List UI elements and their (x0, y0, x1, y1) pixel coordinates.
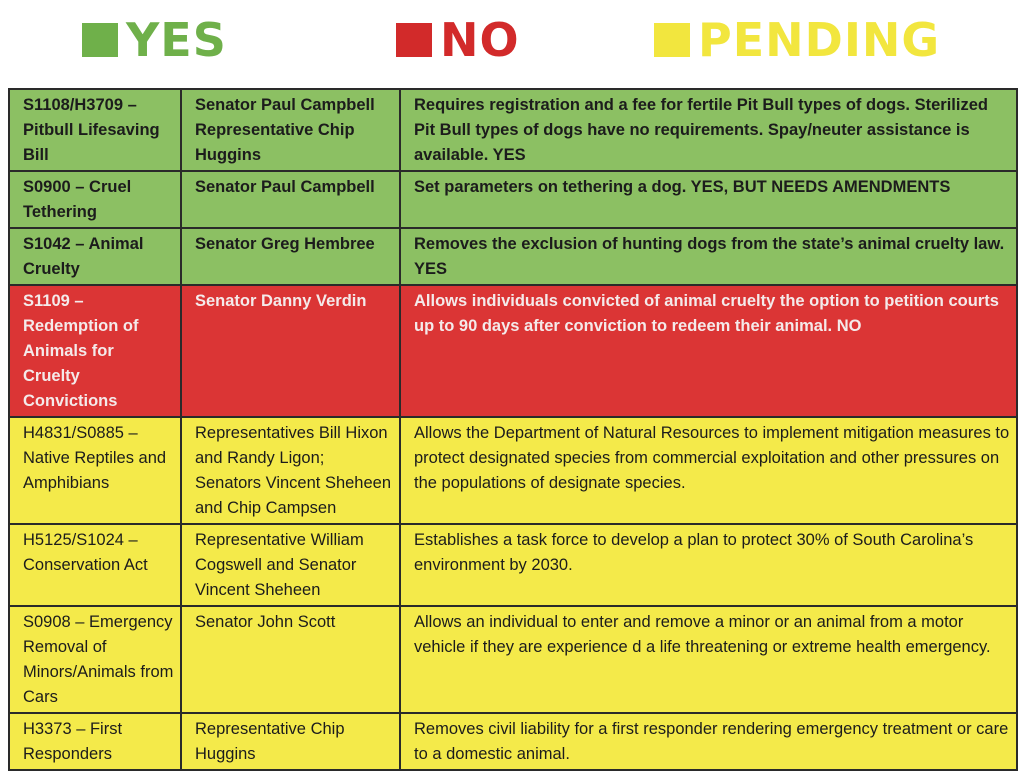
table-row (9, 285, 1017, 417)
table-row (9, 524, 1017, 606)
description-cell: Requires registration and a fee for fertile Pit Bull types of dogs. Sterilized Pit Bull types of dogs have no requirements. Spay/neuter assistance is available. YES (400, 89, 1017, 171)
bill-cell: S0908 – Emergency Removal of Minors/Animals from Cars (9, 606, 181, 713)
sponsor-cell: Representative Chip Huggins (181, 713, 400, 770)
bill-cell: S1042 – Animal Cruelty (9, 228, 181, 285)
description-cell: Allows individuals convicted of animal cruelty the option to petition courts up to 90 days after conviction to redeem their animal. NO (400, 285, 1017, 417)
table-row (9, 417, 1017, 524)
sponsor-cell: Senator Paul Campbell Representative Chip Huggins (181, 89, 400, 171)
table-row (9, 606, 1017, 713)
bill-cell: H4831/S0885 – Native Reptiles and Amphibians (9, 417, 181, 524)
bills-table (8, 88, 1018, 771)
legend-no-label: NO (440, 13, 520, 67)
table-row (9, 713, 1017, 770)
bill-cell: S0900 – Cruel Tethering (9, 171, 181, 228)
sponsor-cell: Senator John Scott (181, 606, 400, 713)
sponsor-cell: Senator Danny Verdin (181, 285, 400, 417)
table-row (9, 171, 1017, 228)
sponsor-cell: Senator Greg Hembree (181, 228, 400, 285)
bill-cell: S1109 – Redemption of Animals for Cruelty Convictions (9, 285, 181, 417)
legend-yes-label: YES (126, 13, 227, 67)
table-row (9, 89, 1017, 171)
sponsor-cell: Representatives Bill Hixon and Randy Ligon; Senators Vincent Sheheen and Chip Campsen (181, 417, 400, 524)
description-cell: Removes civil liability for a first responder rendering emergency treatment or care to a domestic animal. (400, 713, 1017, 770)
bill-cell: H3373 – First Responders (9, 713, 181, 770)
description-cell: Establishes a task force to develop a plan to protect 30% of South Carolina’s environment by 2030. (400, 524, 1017, 606)
sponsor-cell: Senator Paul Campbell (181, 171, 400, 228)
legend-pending-swatch (654, 23, 690, 57)
legend-no (396, 14, 520, 66)
bill-cell: S1108/H3709 – Pitbull Lifesaving Bill (9, 89, 181, 171)
description-cell: Allows the Department of Natural Resources to implement mitigation measures to protect designated species from commercial exploitation and other pressures on the populations of designate species. (400, 417, 1017, 524)
status-legend (0, 0, 1024, 84)
sponsor-cell: Representative William Cogswell and Senator Vincent Sheheen (181, 524, 400, 606)
legend-pending-label: PENDING (698, 13, 941, 67)
legend-no-swatch (396, 23, 432, 57)
table-row (9, 228, 1017, 285)
legend-yes (82, 14, 227, 66)
description-cell: Allows an individual to enter and remove a minor or an animal from a motor vehicle if they are experience d a life threatening or extreme health emergency. (400, 606, 1017, 713)
legend-pending (654, 14, 940, 66)
bill-cell: H5125/S1024 – Conservation Act (9, 524, 181, 606)
legend-yes-swatch (82, 23, 118, 57)
description-cell: Set parameters on tethering a dog. YES, BUT NEEDS AMENDMENTS (400, 171, 1017, 228)
description-cell: Removes the exclusion of hunting dogs from the state’s animal cruelty law. YES (400, 228, 1017, 285)
